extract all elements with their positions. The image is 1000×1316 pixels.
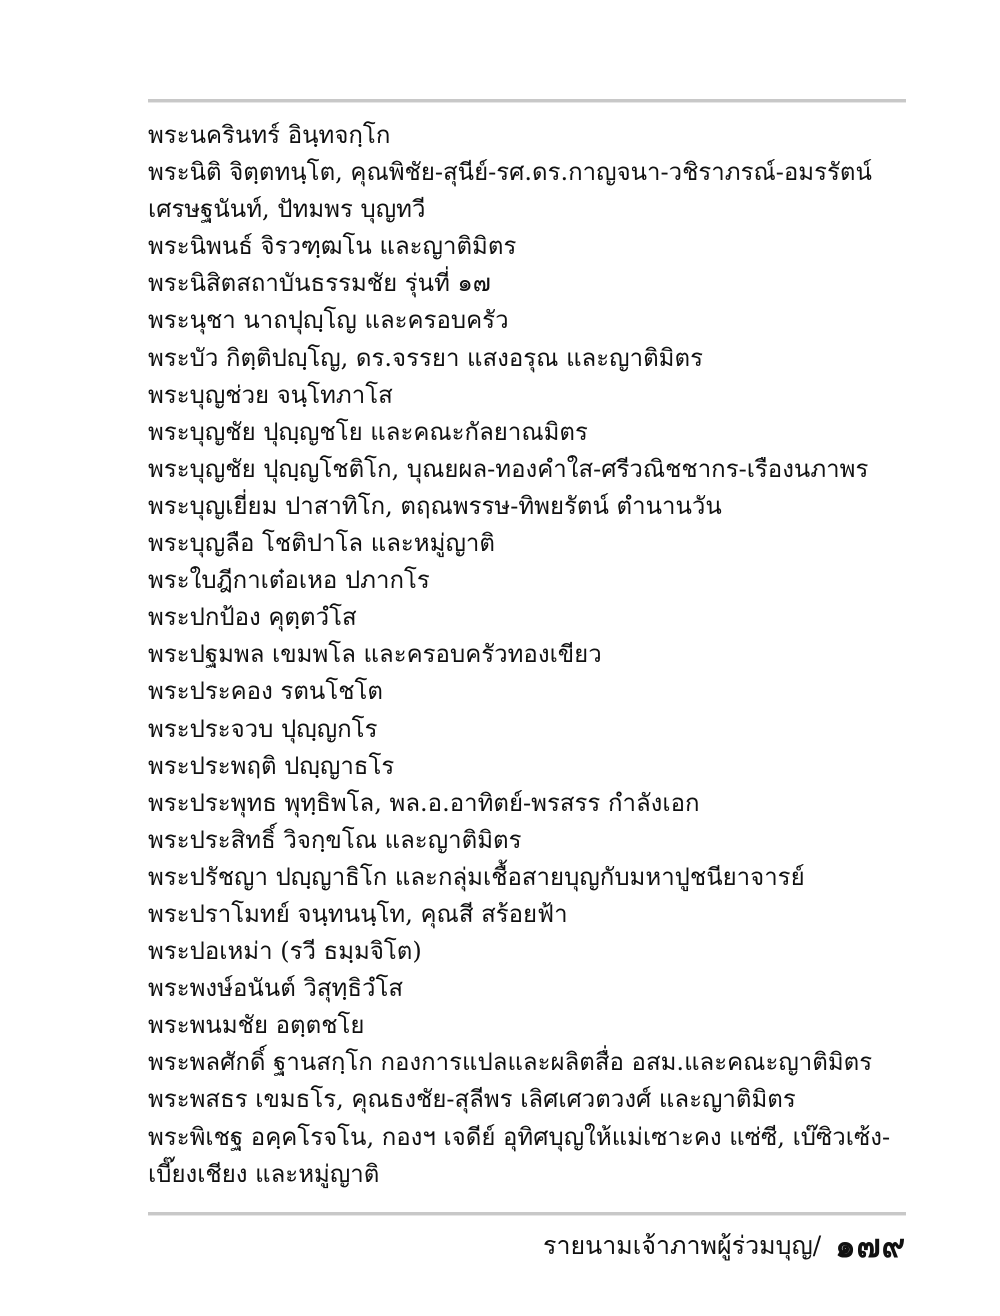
donor-entry: พระบุญชัย ปุญฺญชโย และคณะกัลยาณมิตร — [148, 417, 588, 446]
donor-entry: พระใบฎีกาเต๋อเหอ ปภากโร — [148, 566, 430, 595]
donor-entry: พระปฐมพล เขมพโล และครอบครัวทองเขียว — [148, 640, 602, 669]
donor-entry: พระปรัชญา ปญฺญาธิโก และกลุ่มเชื้อสายบุญกับมหาปูชนียาจารย์ — [148, 862, 805, 891]
donor-entry: พระนิพนธ์ จิรวฑฺฒโน และญาติมิตร — [148, 232, 517, 261]
donor-entry: พระปกป้อง คุตฺตวํโส — [148, 603, 357, 632]
page-number: ๑๗๙ — [835, 1226, 906, 1265]
donor-entry: เบี๊ยงเชียง และหมู่ญาติ — [148, 1159, 380, 1188]
donor-entry: พระพงษ์อนันต์ วิสุทฺธิวํโส — [148, 974, 404, 1003]
donor-entry: พระนิสิตสถาบันธรรมชัย รุ่นที่ ๑๗ — [148, 269, 491, 298]
donor-entry: พระนุชา นาถปุญฺโญ และครอบครัว — [148, 306, 509, 335]
donor-entry: เศรษฐนันท์, ปัทมพร บุญทวี — [148, 195, 426, 224]
donor-entry: พระประสิทธิ์ วิจกฺขโณ และญาติมิตร — [148, 825, 522, 854]
donor-name-list — [148, 117, 908, 1193]
donor-entry: พระปราโมทย์ จนฺทนนฺโท, คุณสี สร้อยฟ้า — [148, 899, 568, 928]
donor-entry: พระบุญลือ โชติปาโล และหมู่ญาติ — [148, 529, 495, 558]
donor-entry: พระพิเชฐ อคฺคโรจโน, กองฯ เจดีย์ อุทิศบุญให้แม่เซาะคง แซ่ซี, เบ๊ซิวเซ้ง- — [148, 1122, 891, 1151]
page-footer — [543, 1222, 906, 1270]
donor-entry: พระนครินทร์ อินฺทจกฺโก — [148, 121, 391, 149]
top-divider — [148, 99, 906, 103]
donor-entry: พระประพฤติ ปญฺญาธโร — [148, 751, 395, 780]
donor-entry: พระพลศักดิ์ ฐานสกฺโก กองการแปลและผลิตสื่อ อสม.และคณะญาติมิตร — [148, 1048, 873, 1077]
donor-entry: พระบัว กิตฺติปญฺโญ, ดร.จรรยา แสงอรุณ และญาติมิตร — [148, 343, 703, 372]
section-title: รายนามเจ้าภาพผู้ร่วมบุญ/ — [543, 1231, 822, 1260]
donor-entry: พระประจวบ ปุญฺญกโร — [148, 714, 378, 743]
donor-entry: พระพสธร เขมธโร, คุณธงชัย-สุลีพร เลิศเศวตวงศ์ และญาติมิตร — [148, 1085, 796, 1114]
donor-entry: พระปอเหม่า (รวี ธมฺมจิโต) — [148, 937, 422, 966]
donor-entry: พระพนมชัย อตฺตชโย — [148, 1011, 365, 1040]
donor-entry: พระบุญเยี่ยม ปาสาทิโก, ตฤณพรรษ-ทิพยรัตน์ ตำนานวัน — [148, 491, 722, 520]
donor-entry: พระประพุทธ พุทฺธิพโล, พล.อ.อาทิตย์-พรสรร กำลังเอก — [148, 788, 700, 817]
donor-entry: พระประคอง รตนโชโต — [148, 677, 383, 706]
donor-entry: พระนิติ จิตฺตทนฺโต, คุณพิชัย-สุนีย์-รศ.ดร.กาญจนา-วชิราภรณ์-อมรรัตน์ — [148, 158, 872, 187]
donor-entry: พระบุญชัย ปุญฺญโชติโก, บุณยผล-ทองคำใส-ศรีวณิชชากร-เรืองนภาพร — [148, 454, 869, 483]
bottom-divider — [148, 1212, 906, 1216]
donor-entry: พระบุญช่วย จนฺโทภาโส — [148, 380, 393, 409]
